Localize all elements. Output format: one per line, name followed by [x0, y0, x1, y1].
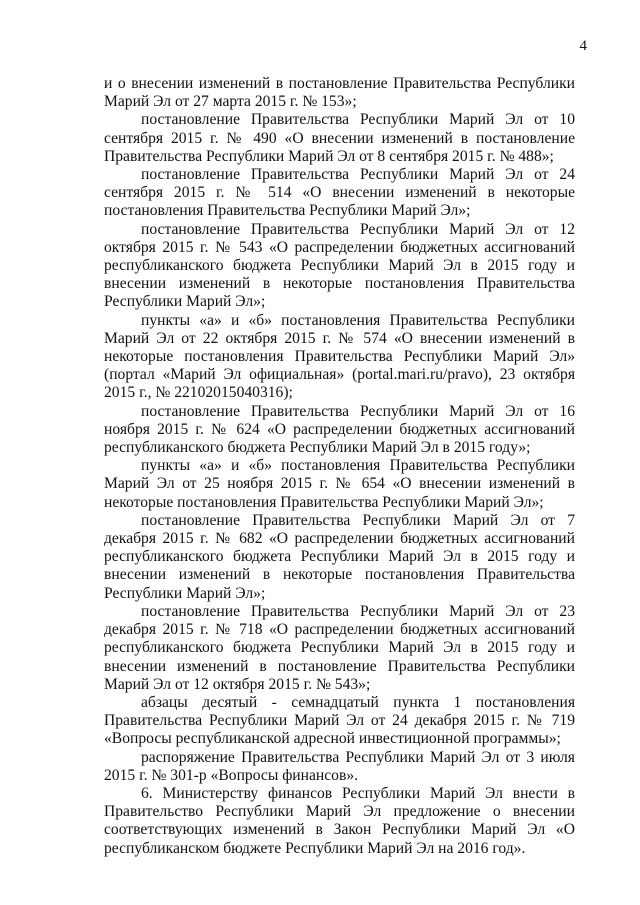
page-number: 4 [579, 38, 587, 54]
paragraph-resolution-490: постановление Правительства Республики Марий Эл от 10 сентября 2015 г. № 490 «О внесении изменений в постановление Правительства Республики Марий Эл от 8 сентября 2015 г. № 488»; [104, 111, 575, 165]
paragraph-resolution-654: пункты «а» и «б» постановления Правительства Республики Марий Эл от 25 ноября 2015 г. № 654 «О внесении изменений в некоторые постановления Правительства Республики Марий Эл»; [104, 457, 575, 511]
paragraph-item-6: 6. Министерству финансов Республики Марий Эл внести в Правительство Республики Марий Эл предложение о внесении соответствующих изменений в Закон Республики Марий Эл «О республиканском бюджете Республики Марий Эл на 2016 год». [104, 784, 575, 857]
paragraph-resolution-514: постановление Правительства Республики Марий Эл от 24 сентября 2015 г. № 514 «О внесении изменений в некоторые постановления Правительства Республики Марий Эл»; [104, 166, 575, 220]
paragraph-continuation: и о внесении изменений в постановление Правительства Республики Марий Эл от 27 марта 2015 г. № 153»; [104, 75, 575, 111]
paragraph-resolution-718: постановление Правительства Республики Марий Эл от 23 декабря 2015 г. № 718 «О распределении бюджетных ассигнований республиканского бюджета Республики Марий Эл в 2015 году и внесении изменений в постановление Правительства Республики Марий Эл от 12 октября 2015 г. № 543»; [104, 602, 575, 693]
paragraph-resolution-624: постановление Правительства Республики Марий Эл от 16 ноября 2015 г. № 624 «О распределении бюджетных ассигнований республиканского бюджета Республики Марий Эл в 2015 году»; [104, 402, 575, 457]
paragraph-resolution-543: постановление Правительства Республики Марий Эл от 12 октября 2015 г. № 543 «О распределении бюджетных ассигнований республиканского бюджета Республики Марий Эл в 2015 году и внесении изменений в некоторые постановления Правительства Республики Марий Эл»; [104, 220, 575, 311]
document-body [104, 75, 575, 858]
paragraph-resolution-682: постановление Правительства Республики Марий Эл от 7 декабря 2015 г. № 682 «О распределении бюджетных ассигнований республиканского бюджета Республики Марий Эл в 2015 году и внесении изменений в некоторые постановления Правительства Республики Марий Эл»; [104, 511, 575, 602]
paragraph-resolution-574: пункты «а» и «б» постановления Правительства Республики Марий Эл от 22 октября 2015 г. № 574 «О внесении изменений в некоторые постановления Правительства Республики Марий Эл» (портал «Марий Эл официальная» (portal.mari.ru/pravo), 23 октября 2015 г., № 22102015040316); [104, 311, 575, 402]
paragraph-order-301r: распоряжение Правительства Республики Марий Эл от 3 июля 2015 г. № 301-р «Вопросы финансов». [104, 748, 575, 784]
paragraph-resolution-719: абзацы десятый - семнадцатый пункта 1 постановления Правительства Республики Марий Эл от 24 декабря 2015 г. № 719 «Вопросы республиканской адресной инвестиционной программы»; [104, 693, 575, 748]
